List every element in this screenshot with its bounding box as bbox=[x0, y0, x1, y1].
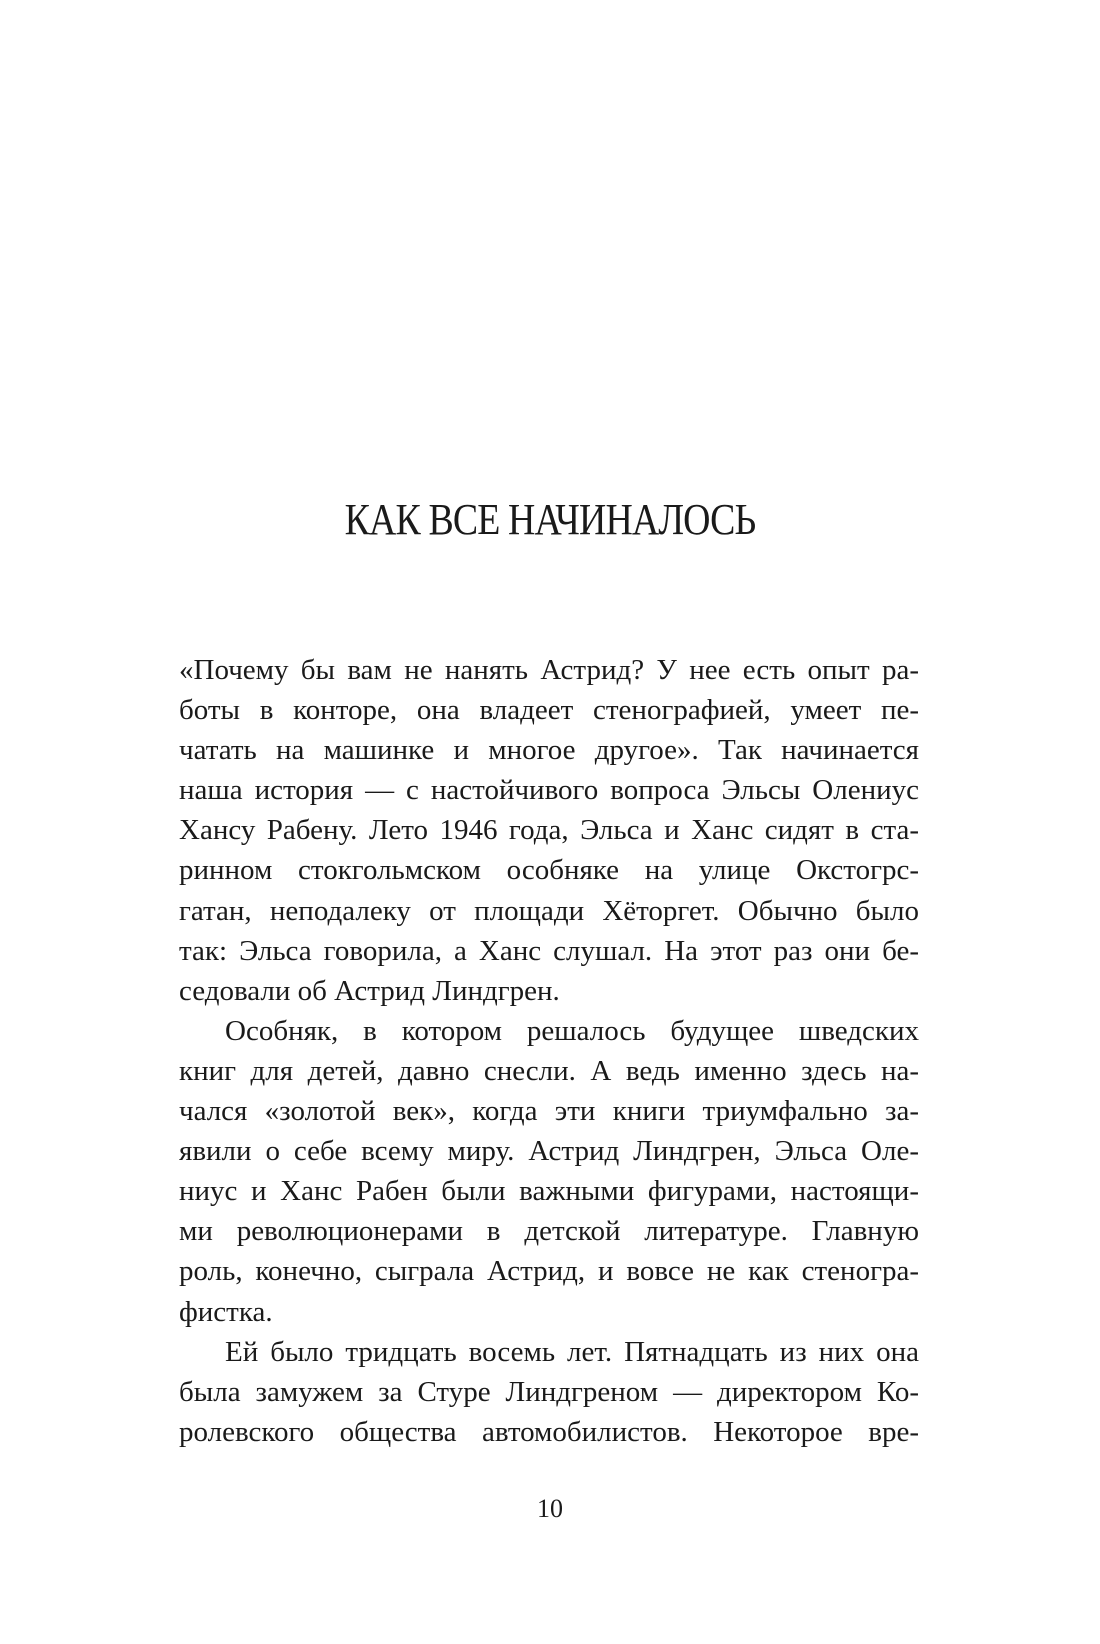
body-text bbox=[179, 650, 919, 1452]
chapter-title: КАК ВСЕ НАЧИНАЛОСЬ bbox=[344, 495, 756, 544]
text-line: боты в конторе, она владеет стенографией, умеет пе- bbox=[179, 694, 919, 727]
text-line: книг для детей, давно снесли. А ведь именно здесь на- bbox=[179, 1054, 919, 1087]
text-line: Ей было тридцать восемь лет. Пятнадцать из них она bbox=[225, 1335, 919, 1368]
text-line: роль, конечно, сыграла Астрид, и вовсе не как стеногра- bbox=[179, 1255, 919, 1288]
text-line: ролевского общества автомобилистов. Некоторое вре- bbox=[179, 1415, 919, 1448]
text-line: ниус и Ханс Рабен были важными фигурами, настоящи- bbox=[179, 1175, 919, 1208]
text-line: явили о себе всему миру. Астрид Линдгрен, Эльса Оле- bbox=[179, 1135, 919, 1168]
text-line: фистка. bbox=[179, 1295, 273, 1328]
text-line: ми революционерами в детской литературе. Главную bbox=[179, 1215, 919, 1248]
text-line: чатать на машинке и многое другое». Так начинается bbox=[179, 734, 919, 767]
text-line: наша история — с настойчивого вопроса Эльсы Олениус bbox=[179, 774, 919, 807]
text-line: Хансу Рабену. Лето 1946 года, Эльса и Ханс сидят в ста- bbox=[179, 814, 919, 847]
text-line: Особняк, в котором решалось будущее шведских bbox=[225, 1014, 919, 1047]
text-line: ринном стокгольмском особняке на улице Окстогрс- bbox=[179, 854, 919, 887]
text-line: «Почему бы вам не нанять Астрид? У нее есть опыт ра- bbox=[179, 654, 919, 686]
text-line: чался «золотой век», когда эти книги триумфально за- bbox=[179, 1095, 919, 1128]
text-line: так: Эльса говорила, а Ханс слушал. На этот раз они бе- bbox=[179, 934, 919, 967]
page-number: 10 bbox=[537, 1494, 563, 1523]
text-line: была замужем за Стуре Линдгреном — директором Ко- bbox=[179, 1375, 919, 1408]
text-line: седовали об Астрид Линдгрен. bbox=[179, 974, 560, 1007]
text-line: гатан, неподалеку от площади Хёторгет. Обычно было bbox=[179, 894, 919, 927]
